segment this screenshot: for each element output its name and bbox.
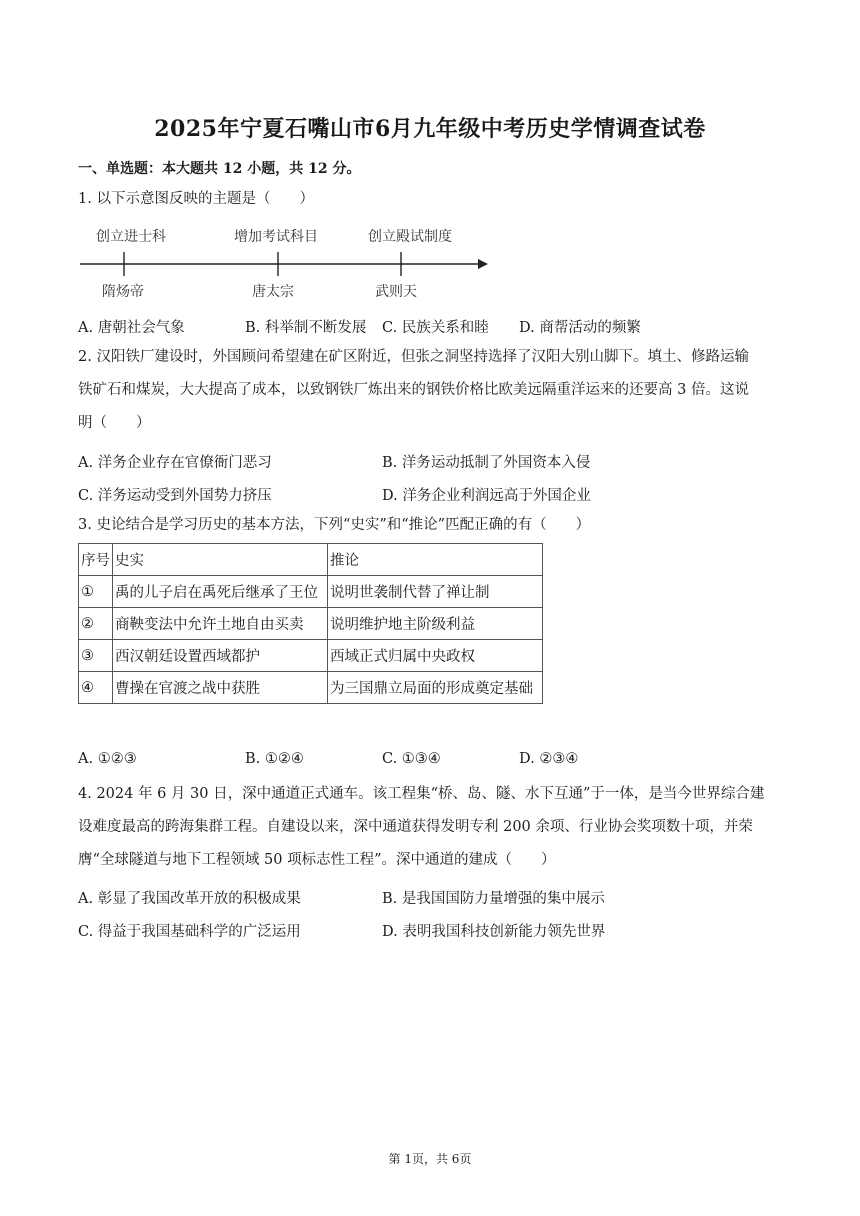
q3-stem: 3. 史论结合是学习历史的基本方法，下列“史实”和“推论”匹配正确的有（ ） (78, 517, 591, 533)
q1-option-d[interactable]: D. 商帮活动的频繁 (519, 320, 641, 336)
table-cell: 西域正式归属中央政权 (328, 640, 543, 672)
table-header-row (79, 544, 543, 576)
table-cell: 曹操在官渡之战中获胜 (113, 672, 328, 704)
q3-option-a[interactable]: A. ①②③ (78, 751, 137, 767)
table-row (79, 672, 543, 704)
q2-stem-line-1: 2. 汉阳铁厂建设时，外国顾问希望建在矿区附近，但张之洞坚持选择了汉阳大别山脚下。填土、修路运输 (78, 349, 749, 365)
q4-stem (78, 778, 764, 877)
table-cell: ② (79, 608, 113, 640)
table-row (79, 608, 543, 640)
table-row (79, 576, 543, 608)
timeline-axis (78, 248, 490, 278)
q2-option-b[interactable]: B. 洋务运动抵制了外国资本入侵 (382, 455, 591, 471)
q4-option-c[interactable]: C. 得益于我国基础科学的广泛运用 (78, 924, 301, 940)
table-cell: 西汉朝廷设置西域都护 (113, 640, 328, 672)
table-cell: 为三国鼎立局面的形成奠定基础 (328, 672, 543, 704)
page-title: 2025年宁夏石嘴山市6月九年级中考历史学情调查试卷 (154, 116, 706, 142)
q2-stem-line-2: 铁矿石和煤炭，大大提高了成本，以致钢铁厂炼出来的钢铁价格比欧美远隔重洋运来的还要高 3 倍。这说 (78, 382, 749, 398)
table-cell: 商鞅变法中允许土地自由买卖 (113, 608, 328, 640)
table-header-cell: 序号 (79, 544, 113, 576)
q1-stem: 1. 以下示意图反映的主题是（ ） (78, 191, 314, 207)
table-cell: 说明维护地主阶级利益 (328, 608, 543, 640)
q3-option-c[interactable]: C. ①③④ (382, 751, 441, 767)
table-header-cell: 推论 (328, 544, 543, 576)
table-header-cell: 史实 (113, 544, 328, 576)
q1-option-c[interactable]: C. 民族关系和睦 (382, 320, 489, 336)
q4-stem-line-3: 膺“全球隧道与地下工程领域 50 项标志性工程”。深中通道的建成（ ） (78, 852, 556, 868)
table-cell: 禹的儿子启在禹死后继承了王位 (113, 576, 328, 608)
q2-option-a[interactable]: A. 洋务企业存在官僚衙门恶习 (78, 455, 272, 471)
q2-option-c[interactable]: C. 洋务运动受到外国势力挤压 (78, 488, 272, 504)
q2-stem-line-3: 明（ ） (78, 415, 151, 431)
table-row (79, 640, 543, 672)
q1-option-a[interactable]: A. 唐朝社会气象 (78, 320, 185, 336)
q2-stem (78, 341, 749, 440)
timeline-label-top-1: 创立进士科 (96, 229, 166, 245)
q4-option-a[interactable]: A. 彰显了我国改革开放的积极成果 (78, 891, 301, 907)
q3-table (78, 543, 543, 704)
timeline-label-top-2: 增加考试科目 (234, 229, 318, 245)
table-cell: 说明世袭制代替了禅让制 (328, 576, 543, 608)
q3-option-d[interactable]: D. ②③④ (519, 751, 579, 767)
table-cell: ③ (79, 640, 113, 672)
q4-option-b[interactable]: B. 是我国国防力量增强的集中展示 (382, 891, 605, 907)
section-heading: 一、单选题：本大题共 12 小题，共 12 分。 (78, 161, 361, 177)
q4-stem-line-2: 设难度最高的跨海集群工程。自建设以来，深中通道获得发明专利 200 余项、行业协会奖项数十项，并荣 (78, 819, 753, 835)
q3-option-b[interactable]: B. ①②④ (245, 751, 304, 767)
q2-option-d[interactable]: D. 洋务企业利润远高于外国企业 (382, 488, 591, 504)
timeline-label-bottom-2: 唐太宗 (252, 284, 294, 300)
timeline-label-top-3: 创立殿试制度 (368, 229, 452, 245)
q4-option-d[interactable]: D. 表明我国科技创新能力领先世界 (382, 924, 606, 940)
timeline-label-bottom-1: 隋炀帝 (102, 284, 144, 300)
table-cell: ④ (79, 672, 113, 704)
page-footer: 第 1页，共 6页 (388, 1152, 472, 1166)
table-cell: ① (79, 576, 113, 608)
q1-option-b[interactable]: B. 科举制不断发展 (245, 320, 367, 336)
q4-stem-line-1: 4. 2024 年 6 月 30 日，深中通道正式通车。该工程集“桥、岛、隧、水下互通”于一体，是当今世界综合建 (78, 786, 765, 802)
timeline-label-bottom-3: 武则天 (375, 284, 417, 300)
